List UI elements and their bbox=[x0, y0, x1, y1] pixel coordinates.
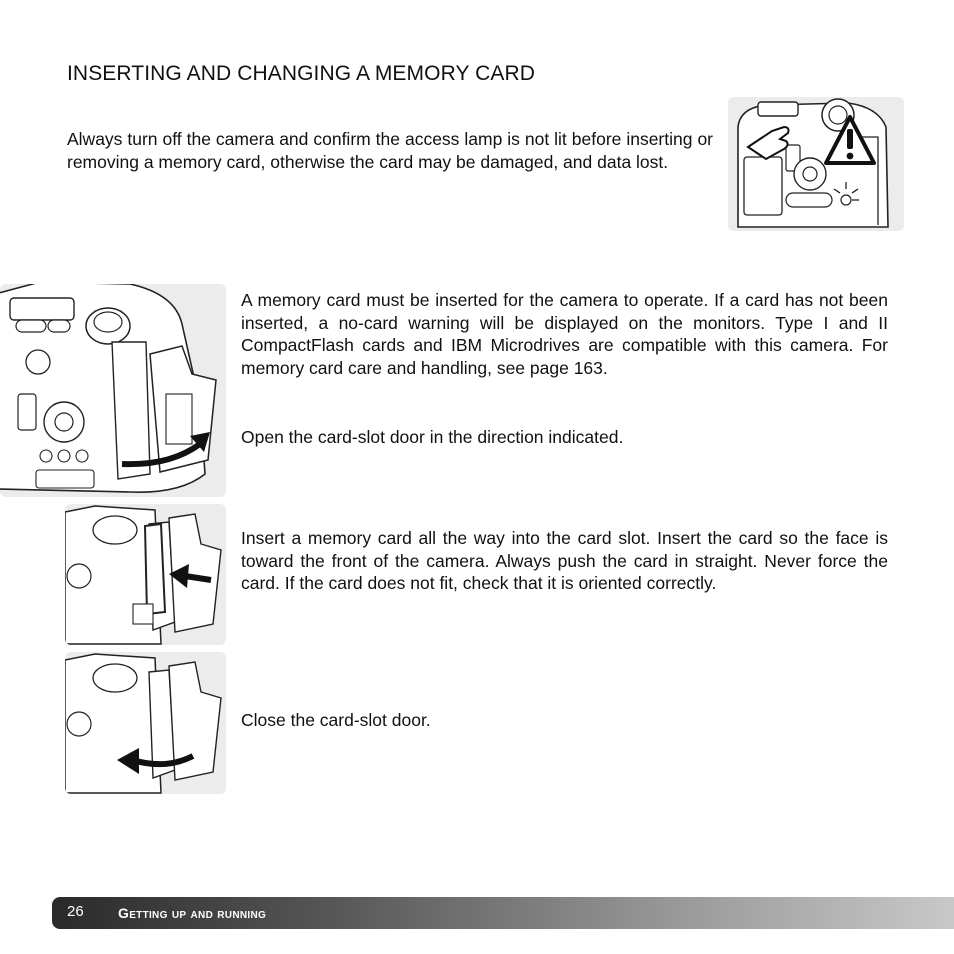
warning-intro-text: Always turn off the camera and confirm the access lamp is not lit before inserting or removing a memory card, otherwise the card may be damaged, and data lost. bbox=[67, 129, 713, 172]
step2-insert-card-illustration bbox=[65, 504, 226, 645]
step1-open-door-illustration bbox=[0, 284, 226, 497]
step1-instruction: Open the card-slot door in the direction indicated. bbox=[241, 427, 624, 447]
section-title: Getting up and running bbox=[118, 905, 267, 921]
page-number: 26 bbox=[67, 903, 84, 920]
page-title: INSERTING AND CHANGING A MEMORY CARD bbox=[67, 62, 536, 85]
step2-text: Insert a memory card all the way into the card slot. Insert the card so the face is toward the front of the camera. Always push the card in straight. Never force the card. If the card does not fit, check that it is oriented correctly. bbox=[241, 528, 888, 593]
warning-illustration bbox=[728, 97, 904, 231]
step1-text: A memory card must be inserted for the camera to operate. If a card has not been inserted, a no-card warning will be displayed on the monitors. Type I and II CompactFlash cards and IBM Microdrives are compatible with this camera. For memory card care and handling, see page 163. bbox=[241, 290, 888, 378]
step3-text: Close the card-slot door. bbox=[241, 710, 431, 730]
step3-close-door-illustration bbox=[65, 652, 226, 794]
